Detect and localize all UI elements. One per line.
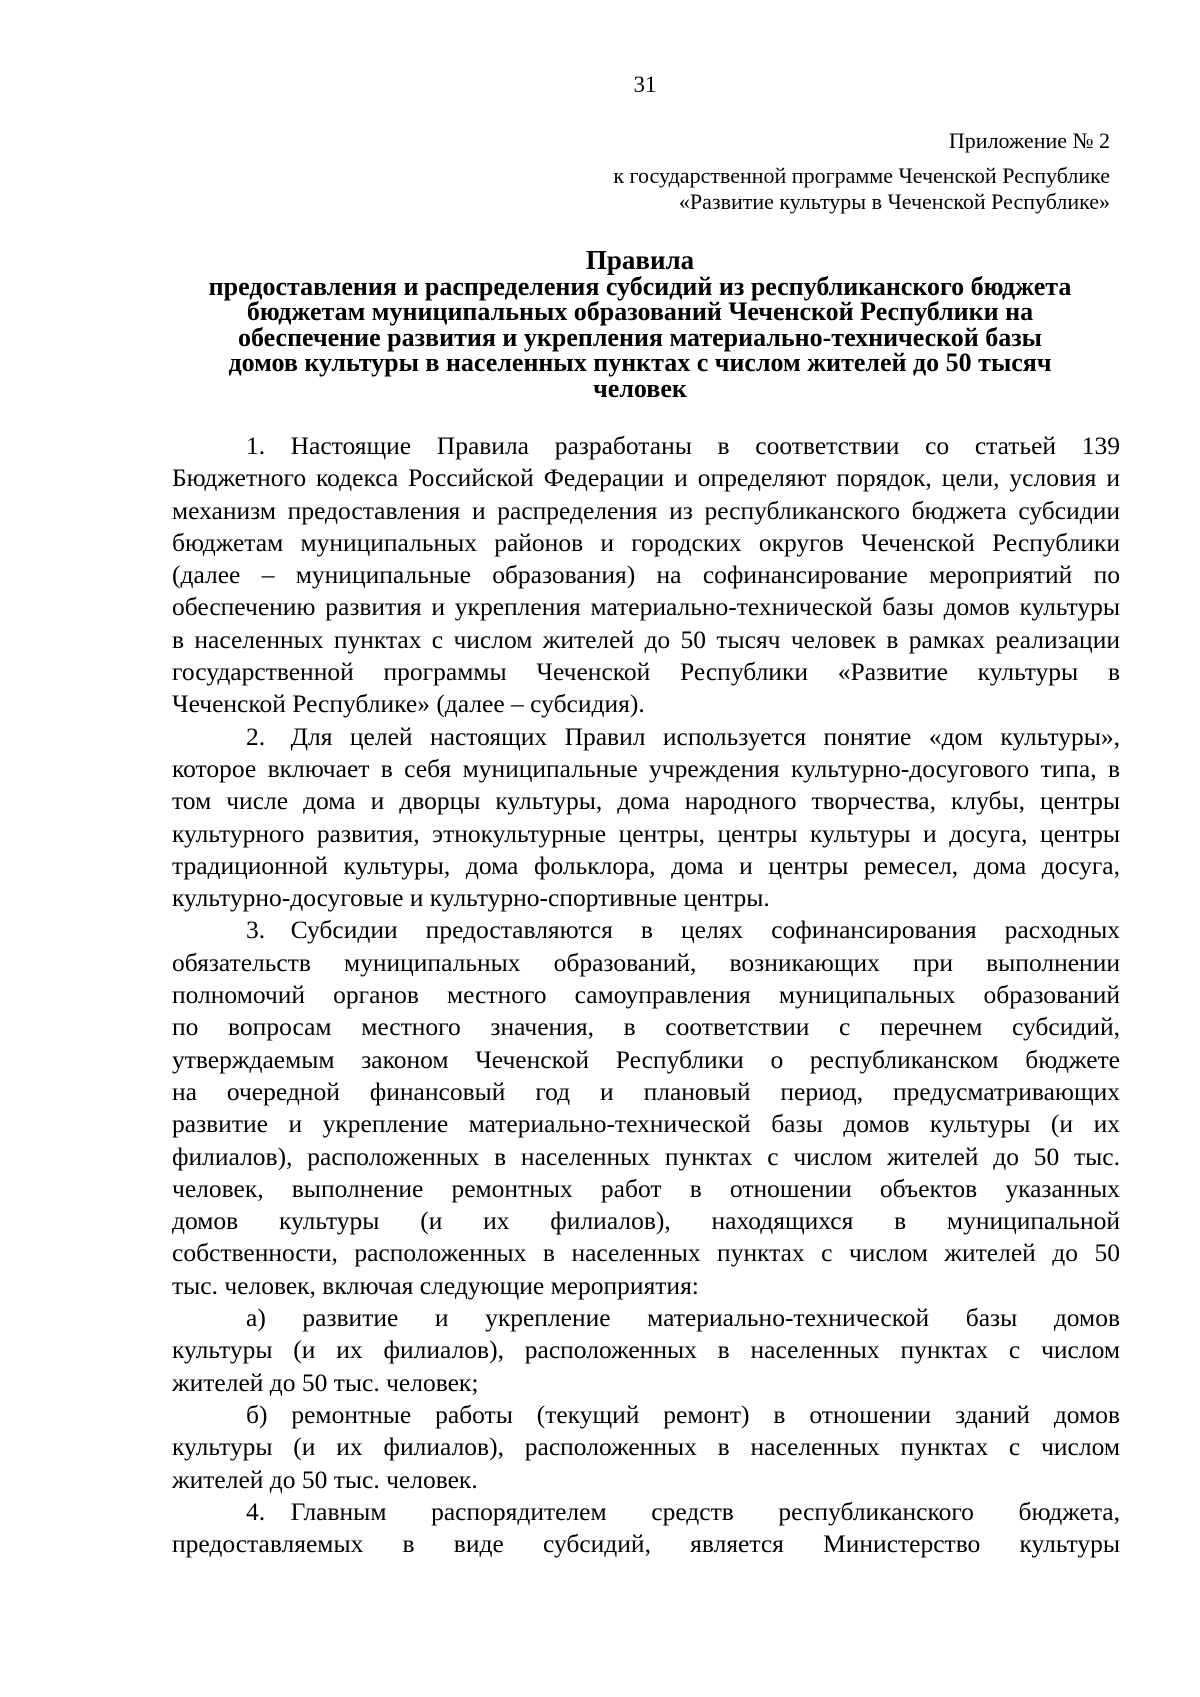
title-line: предоставления и распределения субсидий из республиканского бюджета	[208, 271, 1072, 301]
body-line: по вопросам местного значения, в соответствии с перечнем субсидий,	[172, 1012, 1120, 1042]
body-line: 1. Настоящие Правила разработаны в соответствии со статьей 139	[246, 431, 1120, 460]
appendix-title: Приложение № 2	[948, 128, 1110, 153]
body-line: том числе дома и дворцы культуры, дома народного творчества, клубы, центры	[172, 786, 1120, 816]
body-line: государственной программы Чеченской Республики «Развитие культуры в	[172, 657, 1120, 687]
page-number: 31	[633, 72, 657, 97]
body-line: тыс. человек, включая следующие мероприятия:	[172, 1270, 699, 1300]
body-line: 2. Для целей настоящих Правил используется понятие «дом культуры»,	[246, 721, 1120, 751]
title-line: обеспечение развития и укрепления материально-технической базы	[238, 322, 1042, 352]
body-line: традиционной культуры, дома фольклора, дома и центры ремесел, дома досуга,	[172, 850, 1120, 880]
body-line: развитие и укрепление материально-технической базы домов культуры (и их	[172, 1109, 1120, 1139]
body-line: 4. Главным распорядителем средств республиканского бюджета,	[246, 1496, 1120, 1526]
body-line: предоставляемых в виде субсидий, является Министерство культуры	[172, 1529, 1120, 1559]
body-line: бюджетам муниципальных районов и городских округов Чеченской Республики	[172, 527, 1120, 557]
body-line: б) ремонтные работы (текущий ремонт) в отношении зданий домов	[246, 1399, 1120, 1429]
document-title	[160, 245, 1120, 403]
body-line: обеспечению развития и укрепления материально-технической базы домов культуры	[172, 592, 1120, 622]
title-line: человек	[593, 373, 687, 403]
document-body	[172, 430, 1120, 1560]
body-line: культурно-досуговые и культурно-спортивные центры.	[172, 883, 770, 913]
body-line: обязательств муниципальных образований, возникающих при выполнении	[172, 947, 1120, 977]
body-line: домов культуры (и их филиалов), находящихся в муниципальной	[172, 1206, 1120, 1236]
body-line: механизм предоставления и распределения из республиканского бюджета субсидии	[172, 495, 1120, 525]
body-line: в населенных пунктах с числом жителей до 50 тысяч человек в рамках реализации	[172, 624, 1120, 654]
appendix-line-1: к государственной программе Чеченской Республике	[613, 163, 1110, 188]
body-line: человек, выполнение ремонтных работ в отношении объектов указанных	[172, 1173, 1120, 1203]
body-line: жителей до 50 тыс. человек.	[172, 1464, 478, 1494]
body-line: жителей до 50 тыс. человек;	[172, 1367, 479, 1397]
body-line: на очередной финансовый год и плановый период, предусматривающих	[172, 1076, 1120, 1106]
body-line: филиалов), расположенных в населенных пунктах с числом жителей до 50 тыс.	[172, 1141, 1120, 1171]
body-line: которое включает в себя муниципальные учреждения культурно-досугового типа, в	[172, 753, 1120, 783]
title-main: Правила	[585, 245, 695, 275]
body-line: 3. Субсидии предоставляются в целях софинансирования расходных	[246, 915, 1120, 945]
body-line: утверждаемым законом Чеченской Республики о республиканском бюджете	[172, 1044, 1120, 1074]
body-line: а) развитие и укрепление материально-технической базы домов	[246, 1303, 1120, 1333]
title-line: бюджетам муниципальных образований Чеченской Республики на	[246, 297, 1034, 326]
appendix-line-2: «Развитие культуры в Чеченской Республике»	[678, 189, 1110, 214]
title-line: домов культуры в населенных пунктах с числом жителей до 50 тысяч	[228, 348, 1052, 377]
body-line: полномочий органов местного самоуправления муниципальных образований	[172, 980, 1120, 1010]
body-line: Чеченской Республике» (далее – субсидия).	[172, 689, 645, 719]
body-line: Бюджетного кодекса Российской Федерации и определяют порядок, цели, условия и	[172, 463, 1120, 493]
body-line: культуры (и их филиалов), расположенных в населенных пунктах с числом	[172, 1335, 1120, 1365]
body-line: культуры (и их филиалов), расположенных в населенных пунктах с числом	[172, 1432, 1120, 1462]
body-line: (далее – муниципальные образования) на софинансирование мероприятий по	[172, 560, 1120, 590]
body-line: собственности, расположенных в населенных пунктах с числом жителей до 50	[172, 1238, 1120, 1268]
body-line: культурного развития, этнокультурные центры, центры культуры и досуга, центры	[172, 818, 1120, 848]
appendix-header	[613, 128, 1110, 215]
